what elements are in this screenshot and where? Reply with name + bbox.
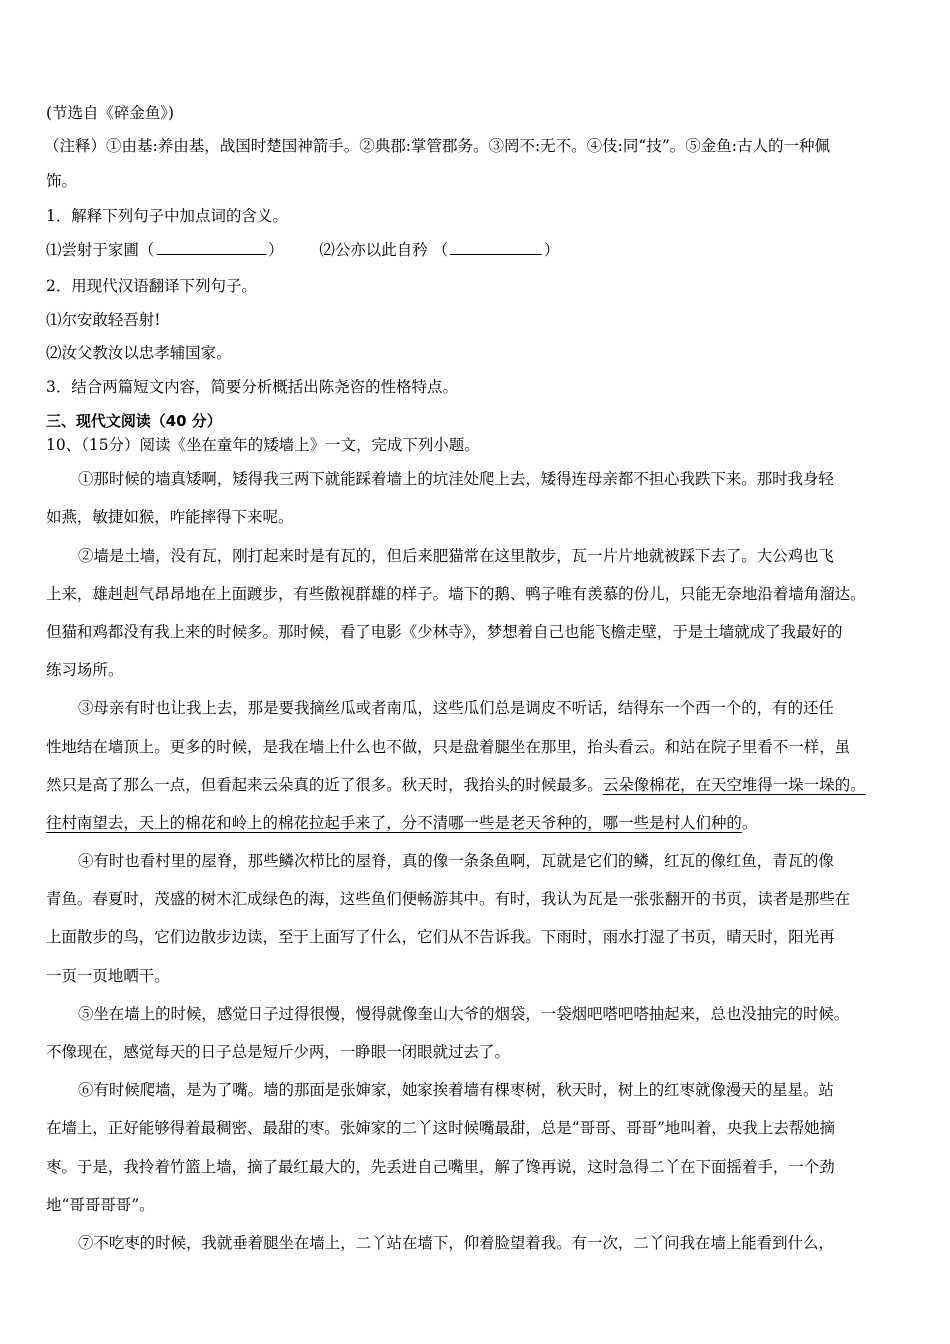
passage-line: [46, 813, 904, 833]
passage-line: [46, 775, 904, 795]
annotation-line: 饰。: [46, 172, 77, 190]
passage-line: 枣。于是，我拎着竹篮上墙，摘了最红最大的，先丢进自己嘴里，解了馋再说，这时急得二丫在下面摇着手，一个劲: [46, 1158, 835, 1176]
passage-line: 青鱼。春夏时，茂盛的树木汇成绿色的海，这些鱼们便畅游其中。有时，我认为瓦是一张张翻开的书页，读者是那些在: [46, 890, 851, 908]
question-3: 3．结合两篇短文内容，简要分析概括出陈尧咨的性格特点。: [46, 378, 458, 396]
passage-line: 地“哥哥哥哥”。: [46, 1196, 155, 1214]
question-1: 1．解释下列句子中加点词的含义。: [46, 207, 288, 225]
passage-line: 但猫和鸡都没有我上来的时候多。那时候，看了电影《少林寺》，梦想着自己也能飞檐走壁，于是土墙就成了我最好的: [46, 623, 843, 641]
question-2-item: ⑴尔安敢轻吾射!: [46, 311, 161, 329]
annotation-line: （注释）①由基:养由基，战国时楚国神箭手。②典郡:掌管郡务。③罔不:无不。④伎:同“技”。⑤金鱼:古人的一种佩: [44, 137, 830, 155]
q1-b-suffix: ）: [543, 241, 560, 259]
passage-line: 上来，雄赳赳气昂昂地在上面踱步，有些傲视群雄的样子。墙下的鹅、鸭子唯有羡慕的份儿，只能无奈地沿着墙角溜达。: [46, 585, 866, 603]
passage-line: ⑦不吃枣的时候，我就垂着腿坐在墙上，二丫站在墙下，仰着脸望着我。有一次，二丫问我在墙上能看到什么，: [78, 1234, 834, 1252]
passage-line: 如燕，敏捷如猴，咋能摔得下来呢。: [46, 508, 294, 526]
question-2: 2．用现代汉语翻译下列句子。: [46, 277, 257, 295]
passage-line: ②墙是土墙，没有瓦，刚打起来时是有瓦的，但后来肥猫常在这里散步，瓦一片片地就被踩下去了。大公鸡也飞: [78, 547, 834, 565]
section-heading: 三、现代文阅读（40 分）: [46, 412, 222, 430]
underlined-sentence: 往村南望去，天上的棉花和岭上的棉花拉起手来了，分不清哪一些是老天爷种的，哪一些是村人们种的: [46, 814, 742, 832]
question-2-item: ⑵汝父教汝以忠孝辅国家。: [46, 344, 232, 362]
answer-blank[interactable]: [156, 240, 266, 255]
question-1-items: [46, 240, 904, 260]
passage-line: ①那时候的墙真矮啊，矮得我三两下就能踩着墙上的坑洼处爬上去，矮得连母亲都不担心我跌下来。那时我身轻: [78, 470, 834, 488]
q1-a-suffix: ）: [268, 241, 284, 259]
passage-line: 不像现在，感觉每天的日子总是短斤少两，一睁眼一闭眼就过去了。: [46, 1043, 510, 1061]
underlined-sentence: 云朵像棉花，在天空堆得一垛一垛的。: [602, 776, 866, 794]
passage-line: 在墙上，正好能够得着最稠密、最甜的枣。张婶家的二丫这时候嘴最甜，总是“哥哥、哥哥”地叫着，央我上去帮她摘: [46, 1119, 836, 1137]
passage-line: ④有时也看村里的屋脊，那些鳞次栉比的屋脊，真的像一条条鱼啊，瓦就是它们的鳞，红瓦的像红鱼，青瓦的像: [78, 852, 834, 870]
passage-line: 上面散步的鸟，它们边散步边读，至于上面写了什么，它们从不告诉我。下雨时，雨水打湿了书页，晴天时，阳光再: [46, 928, 835, 946]
passage-line: ③母亲有时也让我上去，那是要我摘丝瓜或者南瓜，这些瓜们总是调皮不听话，结得东一个西一个的，有的还任: [78, 699, 834, 717]
task-instruction: 10、（15分）阅读《坐在童年的矮墙上》一文，完成下列小题。: [46, 436, 480, 454]
passage-text: 。: [741, 814, 758, 832]
passage-line: 一页一页地晒干。: [46, 967, 170, 985]
passage-line: ⑥有时候爬墙，是为了嘴。墙的那面是张婶家，她家挨着墙有棵枣树，秋天时，树上的红枣就像漫天的星星。站: [78, 1081, 834, 1099]
passage-line: 性地结在墙顶上。更多的时候，是我在墙上什么也不做，只是盘着腿坐在那里，抬头看云。和站在院子里看不一样，虽: [46, 738, 851, 756]
passage-text: 然只是高了那么一点，但看起来云朵真的近了很多。秋天时，我抬头的时候最多。: [46, 776, 603, 794]
passage-line: ⑤坐在墙上的时候，感觉日子过得很慢，慢得就像奎山大爷的烟袋，一袋烟吧嗒吧嗒抽起来，总也没抽完的时候。: [78, 1005, 850, 1023]
q1-a-prefix: ⑴尝射于家圃（: [46, 241, 155, 259]
source-citation: (节选自《碎金鱼》): [46, 104, 175, 122]
passage-line: 练习场所。: [46, 661, 124, 679]
q1-b-prefix: ⑵公亦以此自矜 （: [319, 241, 449, 259]
answer-blank[interactable]: [450, 240, 542, 255]
